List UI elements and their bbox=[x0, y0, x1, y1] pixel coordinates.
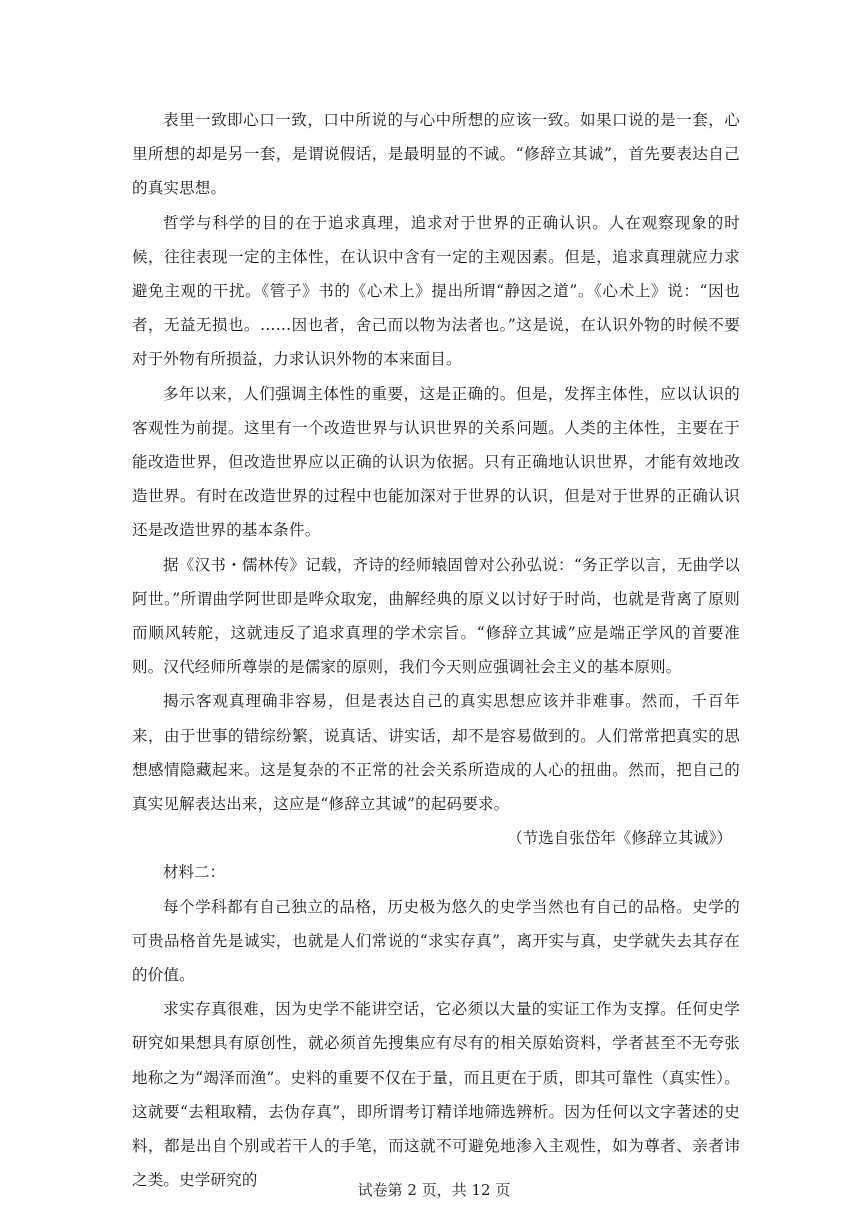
paragraph-true-thoughts: 揭示客观真理确非容易，但是表达自己的真实思想应该并非难事。然而，千百年来，由于世事的错综纷繁，说真话、讲实话，却不是容易做到的。人们常常把真实的思想感情隐藏起来。这是复杂的不正常的社会关系所造成的人心的扭曲。然而，把自己的真实见解表达出来，这应是“修辞立其诚”的起码要求。 bbox=[132, 692, 740, 814]
paragraph-philosophy-truth: 哲学与科学的目的在于追求真理，追求对于世界的正确认识。人在观察现象的时候，往往表现一定的主体性，在认识中含有一定的主观因素。但是，追求真理就应力求避免主观的干扰。《管子》书的《心术上》提出所谓“静因之道”。《心术上》说：“因也者，无益无损也。……因也者，舍己而以物为法者也。”这是说，在认识外物的时候不要对于外物有所损益，力求认识外物的本来面目。 bbox=[132, 213, 740, 369]
paragraph-hanshu: 据《汉书・儒林传》记载，齐诗的经师辕固曾对公孙弘说：“务正学以言，无曲学以阿世。”所谓曲学阿世即是哗众取宠，曲解经典的原义以讨好于时尚，也就是背离了原则而顺风转舵，这就违反了追求真理的学术宗旨。“修辞立其诚”应是端正学风的首要准则。汉代经师所尊崇的是儒家的原则，我们今天则应强调社会主义的基本原则。 bbox=[132, 555, 740, 677]
source-citation: （节选自张岱年《修辞立其诚》） bbox=[507, 829, 732, 848]
material-two-heading: 材料二： bbox=[163, 863, 226, 882]
paragraph-history-character: 每个学科都有自己独立的品格，历史极为悠久的史学当然也有自己的品格。史学的可贵品格首先是诚实，也就是人们常说的“求实存真”，离开实与真，史学就失去其存在的价值。 bbox=[132, 897, 740, 985]
paragraph-seek-truth: 求实存真很难，因为史学不能讲空话，它必须以大量的实证工作为支撑。任何史学研究如果想具有原创性，就必须首先搜集应有尽有的相关原始资料，学者甚至不无夸张地称之为“竭泽而渔”。史料的重要不仅在于量，而且更在于质，即其可靠性（真实性）。这就要“去粗取精，去伪存真”，即所谓考订精详地筛选辨析。因为任何以文字著述的史料，都是出自个别或若干人的手笔，而这就不可避免地渗入主观性，如为尊者、亲者讳之类。史学研究的 bbox=[132, 1000, 740, 1190]
paragraph-sincerity-definition: 表里一致即心口一致，口中所说的与心中所想的应该一致。如果口说的是一套，心里所想的却是另一套，是谓说假话，是最明显的不诚。“修辞立其诚”，首先要表达自己的真实思想。 bbox=[132, 111, 740, 198]
page-content bbox=[132, 103, 740, 1198]
page-footer: 试卷第 2 页，共 12 页 bbox=[357, 1181, 511, 1199]
paragraph-subjectivity: 多年以来，人们强调主体性的重要，这是正确的。但是，发挥主体性，应以认识的客观性为前提。这里有一个改造世界与认识世界的关系问题。人类的主体性，主要在于能改造世界，但改造世界应以正确的认识为依据。只有正确地认识世界，才能有效地改造世界。有时在改造世界的过程中也能加深对于世界的认识，但是对于世界的正确认识还是改造世界的基本条件。 bbox=[132, 384, 740, 540]
